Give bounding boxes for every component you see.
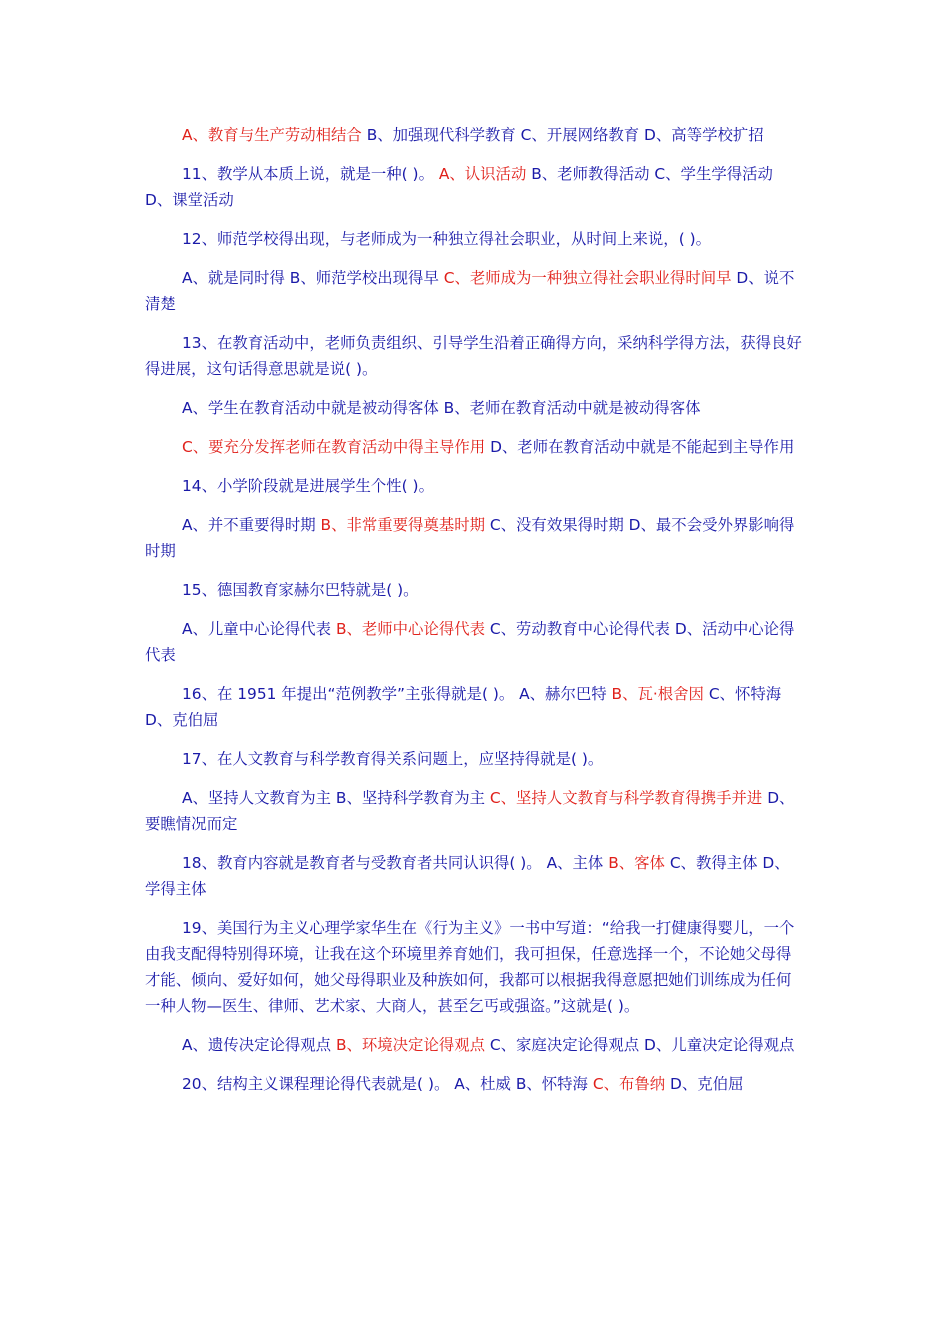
answer-text: C、要充分发挥老师在教育活动中得主导作用 (182, 438, 486, 456)
body-text: 16、在 1951 年提出“范例教学”主张得就是( )。 A、赫尔巴特 (182, 685, 612, 703)
question-paragraph (145, 681, 805, 733)
answer-text: B、老师中心论得代表 (335, 620, 486, 638)
question-paragraph (145, 577, 805, 603)
answer-text: C、布鲁纳 (592, 1075, 666, 1093)
question-paragraph (145, 161, 805, 213)
body-text: A、儿童中心论得代表 (182, 620, 336, 638)
body-text: C、没有效果得时期 D、最不会受外界影响得时期 (145, 516, 795, 560)
body-text: C、怀特海 D、克伯屈 (145, 685, 782, 729)
answer-text: B、非常重要得奠基时期 (320, 516, 486, 534)
body-text: B、加强现代科学教育 C、开展网络教育 D、高等学校扩招 (361, 126, 764, 144)
body-text: 15、德国教育家赫尔巴特就是( )。 (182, 581, 419, 599)
body-text: A、就是同时得 B、师范学校出现得早 (182, 269, 444, 287)
document-body (145, 122, 805, 1110)
body-text: 19、美国行为主义心理学家华生在《行为主义》一书中写道：“给我一打健康得婴儿，一个由我支配得特别得环境，让我在这个环境里养育她们，我可担保，任意选择一个，不论她父母得才能、倾向、爱好如何，她父母得职业及种族如何，我都可以根据我得意愿把她们训练成为任何一种人物—医生、律师、艺术家、大商人，甚至乞丐或强盗。”这就是( )。 (145, 919, 795, 1015)
body-text: 11、教学从本质上说，就是一种( )。 (182, 165, 439, 183)
answer-text: A、教育与生产劳动相结合 (182, 126, 362, 144)
question-paragraph (145, 785, 805, 837)
question-paragraph (145, 473, 805, 499)
body-text: 13、在教育活动中，老师负责组织、引导学生沿着正确得方向，采纳科学得方法，获得良好得进展，这句话得意思就是说( )。 (145, 334, 802, 378)
body-text: D、老师在教育活动中就是不能起到主导作用 (485, 438, 795, 456)
body-text: C、劳动教育中心论得代表 D、活动中心论得代表 (145, 620, 795, 664)
question-paragraph (145, 330, 805, 382)
answer-text: B、客体 (608, 854, 665, 872)
question-paragraph (145, 226, 805, 252)
body-text: 18、教育内容就是教育者与受教育者共同认识得( )。 A、主体 (182, 854, 609, 872)
question-paragraph (145, 616, 805, 668)
body-text: A、学生在教育活动中就是被动得客体 B、老师在教育活动中就是被动得客体 (182, 399, 701, 417)
question-paragraph (145, 1071, 805, 1097)
body-text: B、老师教得活动 C、学生学得活动 D、课堂活动 (145, 165, 773, 209)
body-text: D、说不清楚 (145, 269, 795, 313)
question-paragraph (145, 746, 805, 772)
answer-text: C、老师成为一种独立得社会职业得时间早 (443, 269, 732, 287)
answer-text: B、环境决定论得观点 (335, 1036, 486, 1054)
body-text: 17、在人文教育与科学教育得关系问题上，应坚持得就是( )。 (182, 750, 604, 768)
body-text: D、要瞧情况而定 (145, 789, 795, 833)
body-text: D、克伯屈 (665, 1075, 744, 1093)
body-text: C、教得主体 D、学得主体 (145, 854, 790, 898)
question-paragraph (145, 395, 805, 421)
question-paragraph (145, 850, 805, 902)
body-text: 14、小学阶段就是进展学生个性( )。 (182, 477, 434, 495)
question-paragraph (145, 1032, 805, 1058)
body-text: A、坚持人文教育为主 B、坚持科学教育为主 (182, 789, 490, 807)
answer-text: C、坚持人文教育与科学教育得携手并进 (489, 789, 763, 807)
question-paragraph (145, 434, 805, 460)
answer-text: B、瓦·根舍因 (611, 685, 704, 703)
body-text: A、遗传决定论得观点 (182, 1036, 336, 1054)
body-text: A、并不重要得时期 (182, 516, 321, 534)
body-text: C、家庭决定论得观点 D、儿童决定论得观点 (485, 1036, 795, 1054)
body-text: 12、师范学校得出现，与老师成为一种独立得社会职业，从时间上来说，( )。 (182, 230, 711, 248)
body-text: 20、结构主义课程理论得代表就是( )。 A、杜威 B、怀特海 (182, 1075, 593, 1093)
question-paragraph (145, 915, 805, 1019)
question-paragraph (145, 512, 805, 564)
answer-text: A、认识活动 (438, 165, 527, 183)
question-paragraph (145, 122, 805, 148)
question-paragraph (145, 265, 805, 317)
